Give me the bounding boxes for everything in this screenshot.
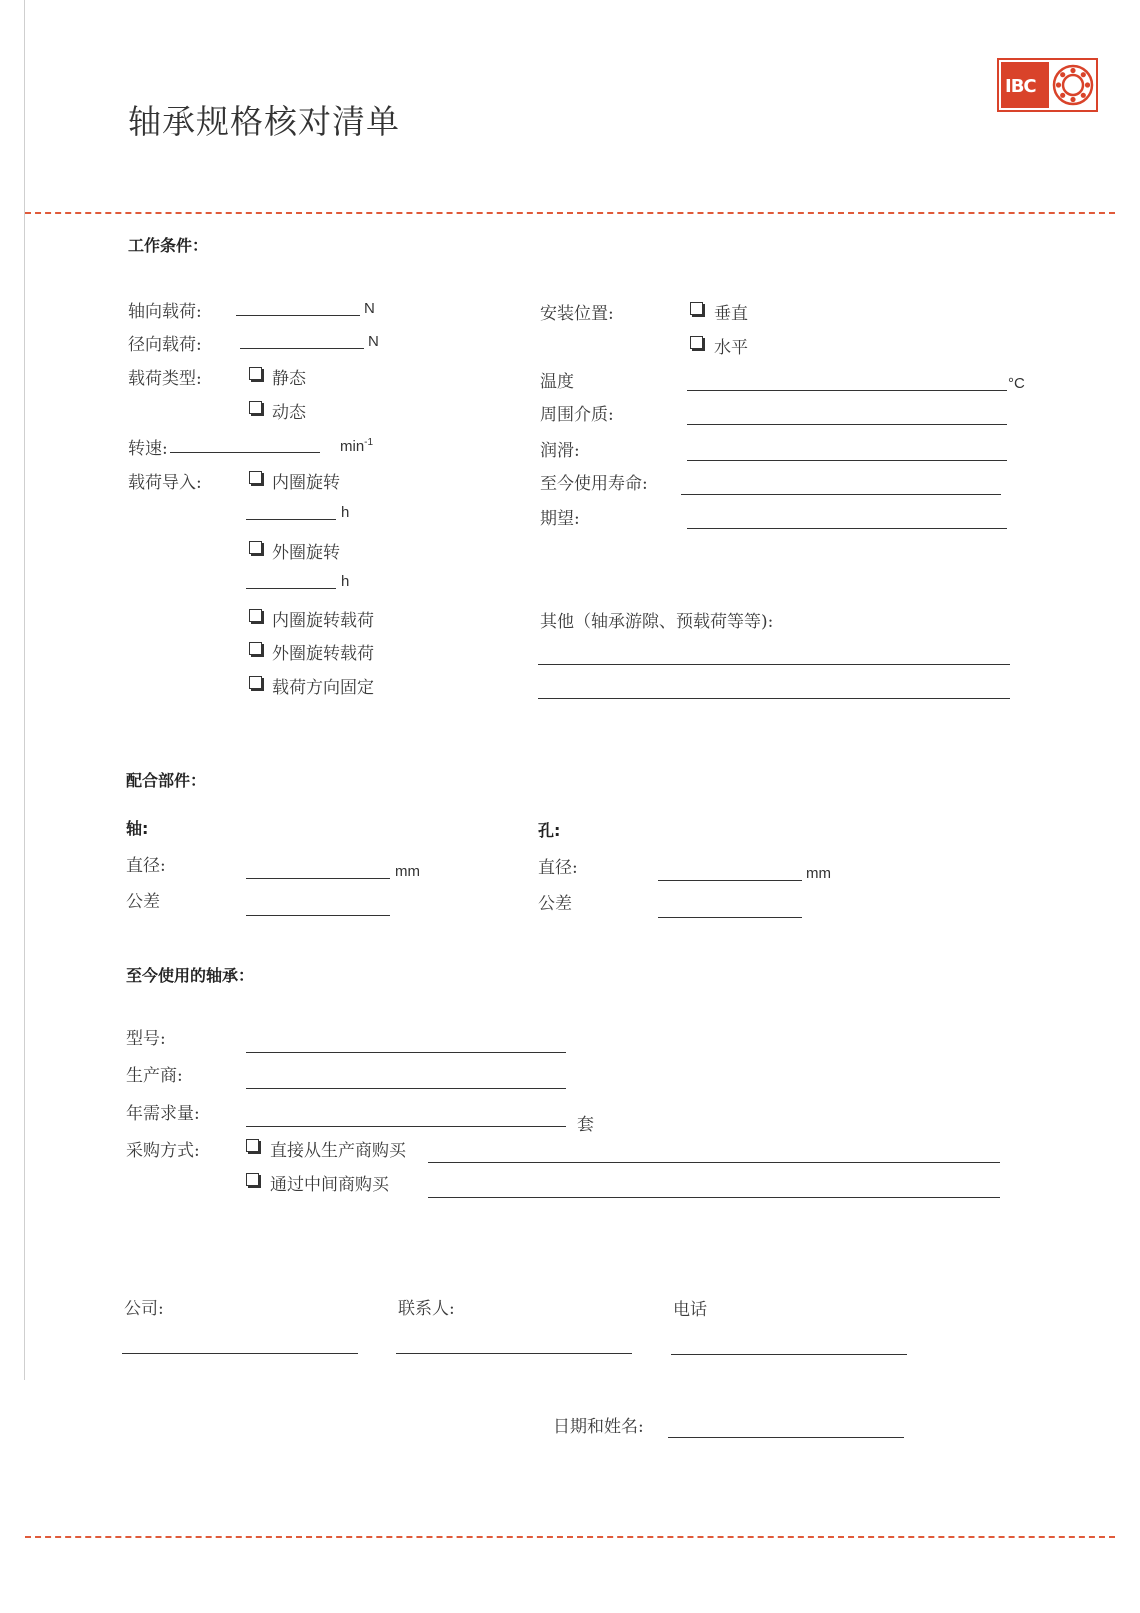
current-bearing-heading: 至今使用的轴承： [126, 966, 255, 985]
inner-ring-hours-field[interactable] [246, 519, 336, 520]
expectation-field[interactable] [687, 528, 1007, 529]
model-field[interactable] [246, 1052, 566, 1053]
phone-label: 电话 [673, 1300, 707, 1320]
bottom-dashed-divider [25, 1536, 1115, 1538]
outer-ring-hours-unit: h [341, 573, 350, 590]
temperature-unit: °C [1008, 375, 1025, 392]
outer-ring-rotation-label: 外圈旋转 [272, 543, 340, 563]
outer-ring-rotation-checkbox[interactable] [249, 541, 262, 554]
inner-ring-rotation-checkbox[interactable] [249, 471, 262, 484]
hole-diameter-unit: mm [806, 865, 831, 882]
mount-horizontal-label: 水平 [714, 338, 748, 358]
purchase-intermediary-label: 通过中间商购买 [270, 1175, 389, 1195]
shaft-tolerance-field[interactable] [246, 915, 390, 916]
radial-load-unit: N [368, 333, 379, 350]
company-field[interactable] [122, 1353, 358, 1354]
load-type-dynamic-checkbox[interactable] [249, 401, 262, 414]
manufacturer-label: 生产商: [126, 1066, 183, 1086]
ambient-medium-label: 周围介质: [540, 405, 614, 425]
speed-label: 转速: [128, 439, 168, 459]
radial-load-label: 径向载荷: [128, 335, 202, 355]
axial-load-unit: N [364, 300, 375, 317]
speed-field[interactable] [170, 452, 320, 453]
purchase-direct-label: 直接从生产商购买 [270, 1141, 406, 1161]
contact-person-field[interactable] [396, 1353, 632, 1354]
bearing-icon [1051, 62, 1095, 108]
logo-red-block [1001, 62, 1049, 108]
temperature-label: 温度 [540, 372, 574, 392]
date-name-label: 日期和姓名: [553, 1417, 644, 1437]
load-intro-label: 载荷导入: [128, 473, 202, 493]
mount-position-label: 安装位置: [540, 304, 614, 324]
purchase-direct-field[interactable] [428, 1162, 1000, 1163]
inner-ring-rotation-load-label: 内圈旋转载荷 [272, 611, 374, 631]
mating-parts-heading: 配合部件： [126, 771, 207, 790]
hole-tolerance-label: 公差 [538, 894, 572, 914]
service-life-label: 至今使用寿命: [540, 474, 648, 494]
page-title: 轴承规格核对清单 [128, 102, 400, 141]
outer-ring-rotation-load-checkbox[interactable] [249, 642, 262, 655]
outer-ring-hours-field[interactable] [246, 588, 336, 589]
hole-diameter-field[interactable] [658, 880, 802, 881]
purchase-direct-checkbox[interactable] [246, 1139, 259, 1152]
company-label: 公司: [124, 1299, 164, 1319]
other-field-line-1[interactable] [538, 664, 1010, 665]
working-conditions-heading: 工作条件： [128, 236, 209, 255]
inner-ring-rotation-label: 内圈旋转 [272, 473, 340, 493]
load-direction-fixed-label: 载荷方向固定 [272, 678, 374, 698]
lubrication-label: 润滑: [540, 441, 580, 461]
temperature-field[interactable] [687, 390, 1007, 391]
load-type-static-label: 静态 [272, 369, 306, 389]
shaft-diameter-unit: mm [395, 863, 420, 880]
ambient-medium-field[interactable] [687, 424, 1007, 425]
inner-ring-hours-unit: h [341, 504, 350, 521]
lubrication-field[interactable] [687, 460, 1007, 461]
phone-field[interactable] [671, 1354, 907, 1355]
axial-load-label: 轴向载荷: [128, 302, 202, 322]
contact-person-label: 联系人: [398, 1299, 455, 1319]
radial-load-field[interactable] [240, 348, 364, 349]
load-type-label: 载荷类型: [128, 369, 202, 389]
load-type-static-checkbox[interactable] [249, 367, 262, 380]
left-margin-rule [24, 0, 25, 1380]
purchase-intermediary-field[interactable] [428, 1197, 1000, 1198]
other-field-line-2[interactable] [538, 698, 1010, 699]
annual-demand-unit: 套 [577, 1115, 594, 1135]
load-direction-fixed-checkbox[interactable] [249, 676, 262, 689]
speed-unit: $\min^{-1}$ [340, 437, 374, 455]
hole-heading: 孔: [538, 821, 561, 840]
hole-tolerance-field[interactable] [658, 917, 802, 918]
outer-ring-rotation-load-label: 外圈旋转载荷 [272, 644, 374, 664]
top-dashed-divider [25, 212, 1115, 214]
ibc-logo [997, 58, 1098, 112]
model-label: 型号: [126, 1029, 166, 1049]
shaft-tolerance-label: 公差 [126, 892, 160, 912]
inner-ring-rotation-load-checkbox[interactable] [249, 609, 262, 622]
purchase-intermediary-checkbox[interactable] [246, 1173, 259, 1186]
shaft-diameter-field[interactable] [246, 878, 390, 879]
service-life-field[interactable] [681, 494, 1001, 495]
shaft-heading: 轴: [126, 819, 149, 838]
purchase-method-label: 采购方式: [126, 1141, 200, 1161]
expectation-label: 期望: [540, 509, 580, 529]
shaft-diameter-label: 直径: [126, 856, 166, 876]
load-type-dynamic-label: 动态 [272, 403, 306, 423]
annual-demand-field[interactable] [246, 1126, 566, 1127]
other-label: 其他（轴承游隙、预载荷等等): [540, 612, 774, 632]
hole-diameter-label: 直径: [538, 858, 578, 878]
axial-load-field[interactable] [236, 315, 360, 316]
annual-demand-label: 年需求量: [126, 1104, 200, 1124]
mount-vertical-checkbox[interactable] [690, 302, 703, 315]
logo-text: IBC [1005, 76, 1036, 97]
mount-vertical-label: 垂直 [714, 304, 748, 324]
manufacturer-field[interactable] [246, 1088, 566, 1089]
date-name-field[interactable] [668, 1437, 904, 1438]
mount-horizontal-checkbox[interactable] [690, 336, 703, 349]
